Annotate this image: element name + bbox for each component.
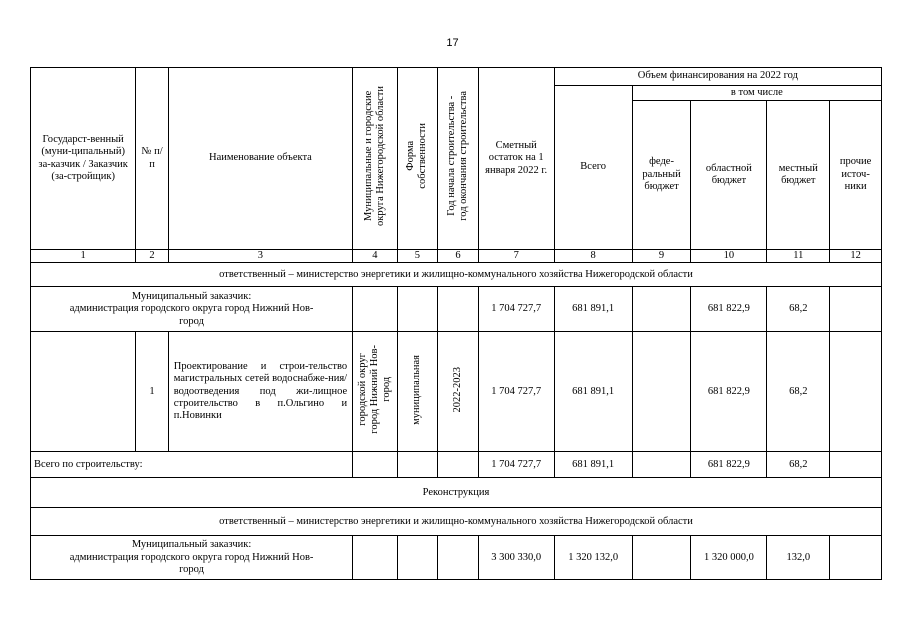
header-ownership xyxy=(397,68,438,250)
header-customer: Государст-венный (муни-ципальный) за-казчик / Заказчик (за-стройщик) xyxy=(31,68,136,250)
customer-row-1 xyxy=(31,287,882,332)
local-cell: 68,2 xyxy=(767,287,830,332)
col-num-9: 9 xyxy=(632,250,691,263)
column-numbers-row xyxy=(31,250,882,263)
balance-cell: 3 300 330,0 xyxy=(478,536,554,580)
header-federal: феде-ральный бюджет xyxy=(632,101,691,250)
header-ownership-line2: собственности xyxy=(417,123,429,190)
customer-cell xyxy=(31,287,353,332)
object-municipal xyxy=(353,332,398,452)
customer-label: Муниципальный заказчик: xyxy=(131,539,252,551)
header-municipal xyxy=(353,68,398,250)
col-num-7: 7 xyxy=(478,250,554,263)
col-num-6: 6 xyxy=(438,250,479,263)
customer-row-2 xyxy=(31,536,882,580)
header-financing: Объем финансирования на 2022 год xyxy=(554,68,881,86)
responsible-ministry: ответственный – министерство энергетики и жилищно-коммунального хозяйства Нижегородской области xyxy=(31,263,882,287)
total-cell: 681 891,1 xyxy=(554,287,632,332)
customer-name-cont: город xyxy=(179,315,204,327)
header-years xyxy=(438,68,479,250)
col-num-12: 12 xyxy=(830,250,882,263)
header-municipal-line2: округа Нижегородской области xyxy=(374,86,386,227)
header-years-line1: Год начала строительства - xyxy=(445,96,457,217)
header-ownership-line1: Форма xyxy=(405,141,417,172)
customer-cell xyxy=(31,536,353,580)
section-row xyxy=(31,478,882,508)
regional-cell: 1 320 000,0 xyxy=(691,536,767,580)
object-municipal-line3: город xyxy=(380,377,392,403)
total-cell: 681 891,1 xyxy=(554,452,632,478)
balance-cell: 1 704 727,7 xyxy=(478,452,554,478)
col-num-10: 10 xyxy=(691,250,767,263)
customer-name: администрация городского округа город Нижний Нов- xyxy=(69,303,314,315)
balance-cell: 1 704 727,7 xyxy=(478,287,554,332)
section-title: Реконструкция xyxy=(31,478,882,508)
total-cell: 1 320 132,0 xyxy=(554,536,632,580)
regional-cell: 681 822,9 xyxy=(691,332,767,452)
col-num-4: 4 xyxy=(353,250,398,263)
object-ownership-text: муниципальная xyxy=(411,354,423,425)
col-num-2: 2 xyxy=(136,250,168,263)
col-num-1: 1 xyxy=(31,250,136,263)
object-years-text: 2022-2023 xyxy=(451,366,463,413)
local-cell: 68,2 xyxy=(767,452,830,478)
header-row-1 xyxy=(31,68,882,86)
header-num: № п/п xyxy=(136,68,168,250)
total-cell: 681 891,1 xyxy=(554,332,632,452)
local-cell: 68,2 xyxy=(767,332,830,452)
balance-cell: 1 704 727,7 xyxy=(478,332,554,452)
object-ownership xyxy=(397,332,438,452)
financing-table xyxy=(30,67,882,580)
header-local: местный бюджет xyxy=(767,101,830,250)
object-municipal-line2: город Нижний Нов- xyxy=(368,345,380,435)
responsible-row-2 xyxy=(31,508,882,536)
responsible-ministry: ответственный – министерство энергетики и жилищно-коммунального хозяйства Нижегородской области xyxy=(31,508,882,536)
customer-label: Муниципальный заказчик: xyxy=(131,290,252,302)
customer-name-cont: город xyxy=(179,564,204,576)
object-name: Проектирование и строи-тельство магистральных сетей водоснабже-ния/водоотведения под жи-лищное строительство в п.Ольгино и п.Новинки xyxy=(168,332,352,452)
header-total: Всего xyxy=(554,86,632,250)
header-regional: областной бюджет xyxy=(691,101,767,250)
regional-cell: 681 822,9 xyxy=(691,287,767,332)
col-num-5: 5 xyxy=(397,250,438,263)
object-num: 1 xyxy=(136,332,168,452)
header-years-line2: год окончания строительства xyxy=(457,91,469,222)
object-row xyxy=(31,332,882,452)
local-cell: 132,0 xyxy=(767,536,830,580)
subtotal-row xyxy=(31,452,882,478)
col-num-11: 11 xyxy=(767,250,830,263)
col-num-8: 8 xyxy=(554,250,632,263)
customer-name: администрация городского округа город Нижний Нов- xyxy=(69,551,314,563)
col-num-3: 3 xyxy=(168,250,352,263)
header-object: Наименование объекта xyxy=(168,68,352,250)
page-number: 17 xyxy=(446,37,459,49)
header-balance: Сметный остаток на 1 января 2022 г. xyxy=(478,68,554,250)
regional-cell: 681 822,9 xyxy=(691,452,767,478)
header-municipal-line1: Муниципальные и городские xyxy=(362,91,374,222)
subtotal-label: Всего по строительству: xyxy=(31,452,353,478)
responsible-row-1 xyxy=(31,263,882,287)
object-years xyxy=(438,332,479,452)
object-municipal-line1: городской округ xyxy=(356,353,368,426)
header-other: прочие источ-ники xyxy=(830,101,882,250)
header-including: в том числе xyxy=(632,86,881,101)
